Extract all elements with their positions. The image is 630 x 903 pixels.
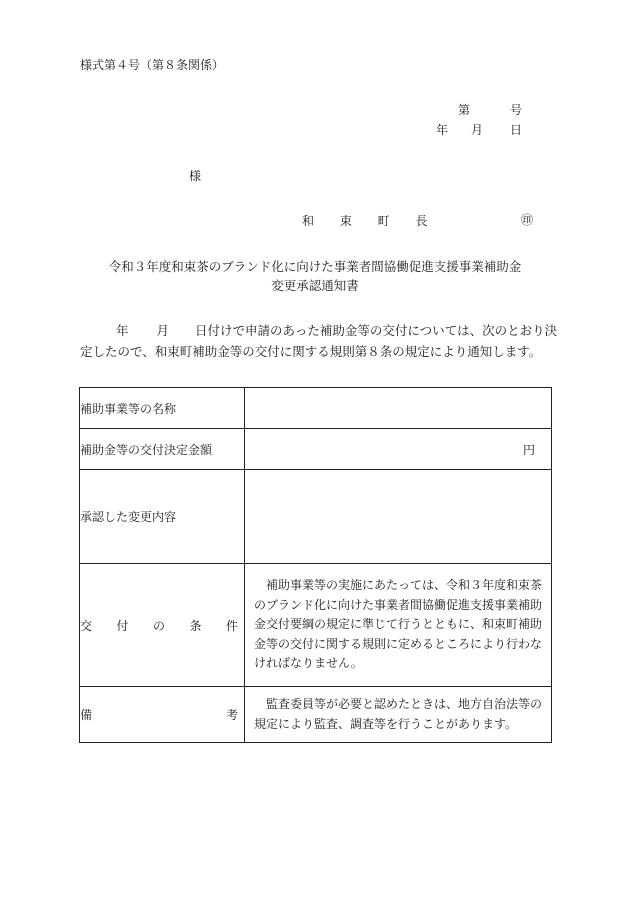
date-month: 月 xyxy=(471,123,484,137)
conditions-label-char: 条 xyxy=(189,618,202,633)
conditions-label-char: 交 xyxy=(80,618,93,633)
remarks-label-char: 考 xyxy=(225,708,238,722)
date-day: 日 xyxy=(510,123,523,137)
table-row xyxy=(80,470,552,564)
remarks-label-char: 備 xyxy=(80,708,93,722)
conditions-label xyxy=(80,564,245,687)
conditions-text: 補助事業等の実施にあたっては、令和３年度和束茶のブランド化に向けた事業者間協働促進支援事業補助金交付要綱の規定に準じて行うとともに、和束町補助金等の交付に関する規則に定めるところにより行わなければなりません。 xyxy=(245,564,552,687)
table-row xyxy=(80,564,552,687)
grant-amount-label: 補助金等の交付決定金額 xyxy=(80,429,245,470)
addressee-honorific: 様 xyxy=(189,169,202,183)
approved-change-label: 承認した変更内容 xyxy=(80,470,245,564)
details-table xyxy=(79,387,552,743)
body-line-2: 定したので、和束町補助金等の交付に関する規則第８条の規定により通知します。 xyxy=(80,344,542,359)
approved-change-value xyxy=(245,470,552,564)
remarks-label xyxy=(80,687,245,743)
table-row xyxy=(80,388,552,429)
body-year: 年 xyxy=(116,323,129,338)
date-year: 年 xyxy=(436,123,449,137)
table-row xyxy=(80,687,552,743)
conditions-label-char: 件 xyxy=(225,618,238,633)
document-subtitle: 変更承認通知書 xyxy=(271,278,359,293)
table-row xyxy=(80,429,552,470)
number-dai: 第 xyxy=(458,103,471,117)
number-go: 号 xyxy=(510,103,523,117)
document-title: 令和３年度和束茶のブランド化に向けた事業者間協働促進支援事業補助金 xyxy=(108,259,522,274)
issuer-name: 和 束 町 長 xyxy=(302,214,439,228)
seal-mark: ㊞ xyxy=(521,213,534,227)
conditions-label-char: 付 xyxy=(116,618,129,633)
body-text-1: 日付けで申請のあった補助金等の交付については、次のとおり決 xyxy=(195,323,558,338)
project-name-value xyxy=(245,388,552,429)
body-line-1 xyxy=(80,321,557,339)
body-month: 月 xyxy=(156,323,170,338)
project-name-label: 補助事業等の名称 xyxy=(80,388,245,429)
conditions-label-char: の xyxy=(152,618,165,633)
form-number: 様式第４号（第８条関係） xyxy=(80,58,225,72)
grant-amount-unit: 円 xyxy=(245,429,552,470)
remarks-text: 監査委員等が必要と認めたときは、地方自治法等の規定により監査、調査等を行うことがあります。 xyxy=(245,687,552,743)
